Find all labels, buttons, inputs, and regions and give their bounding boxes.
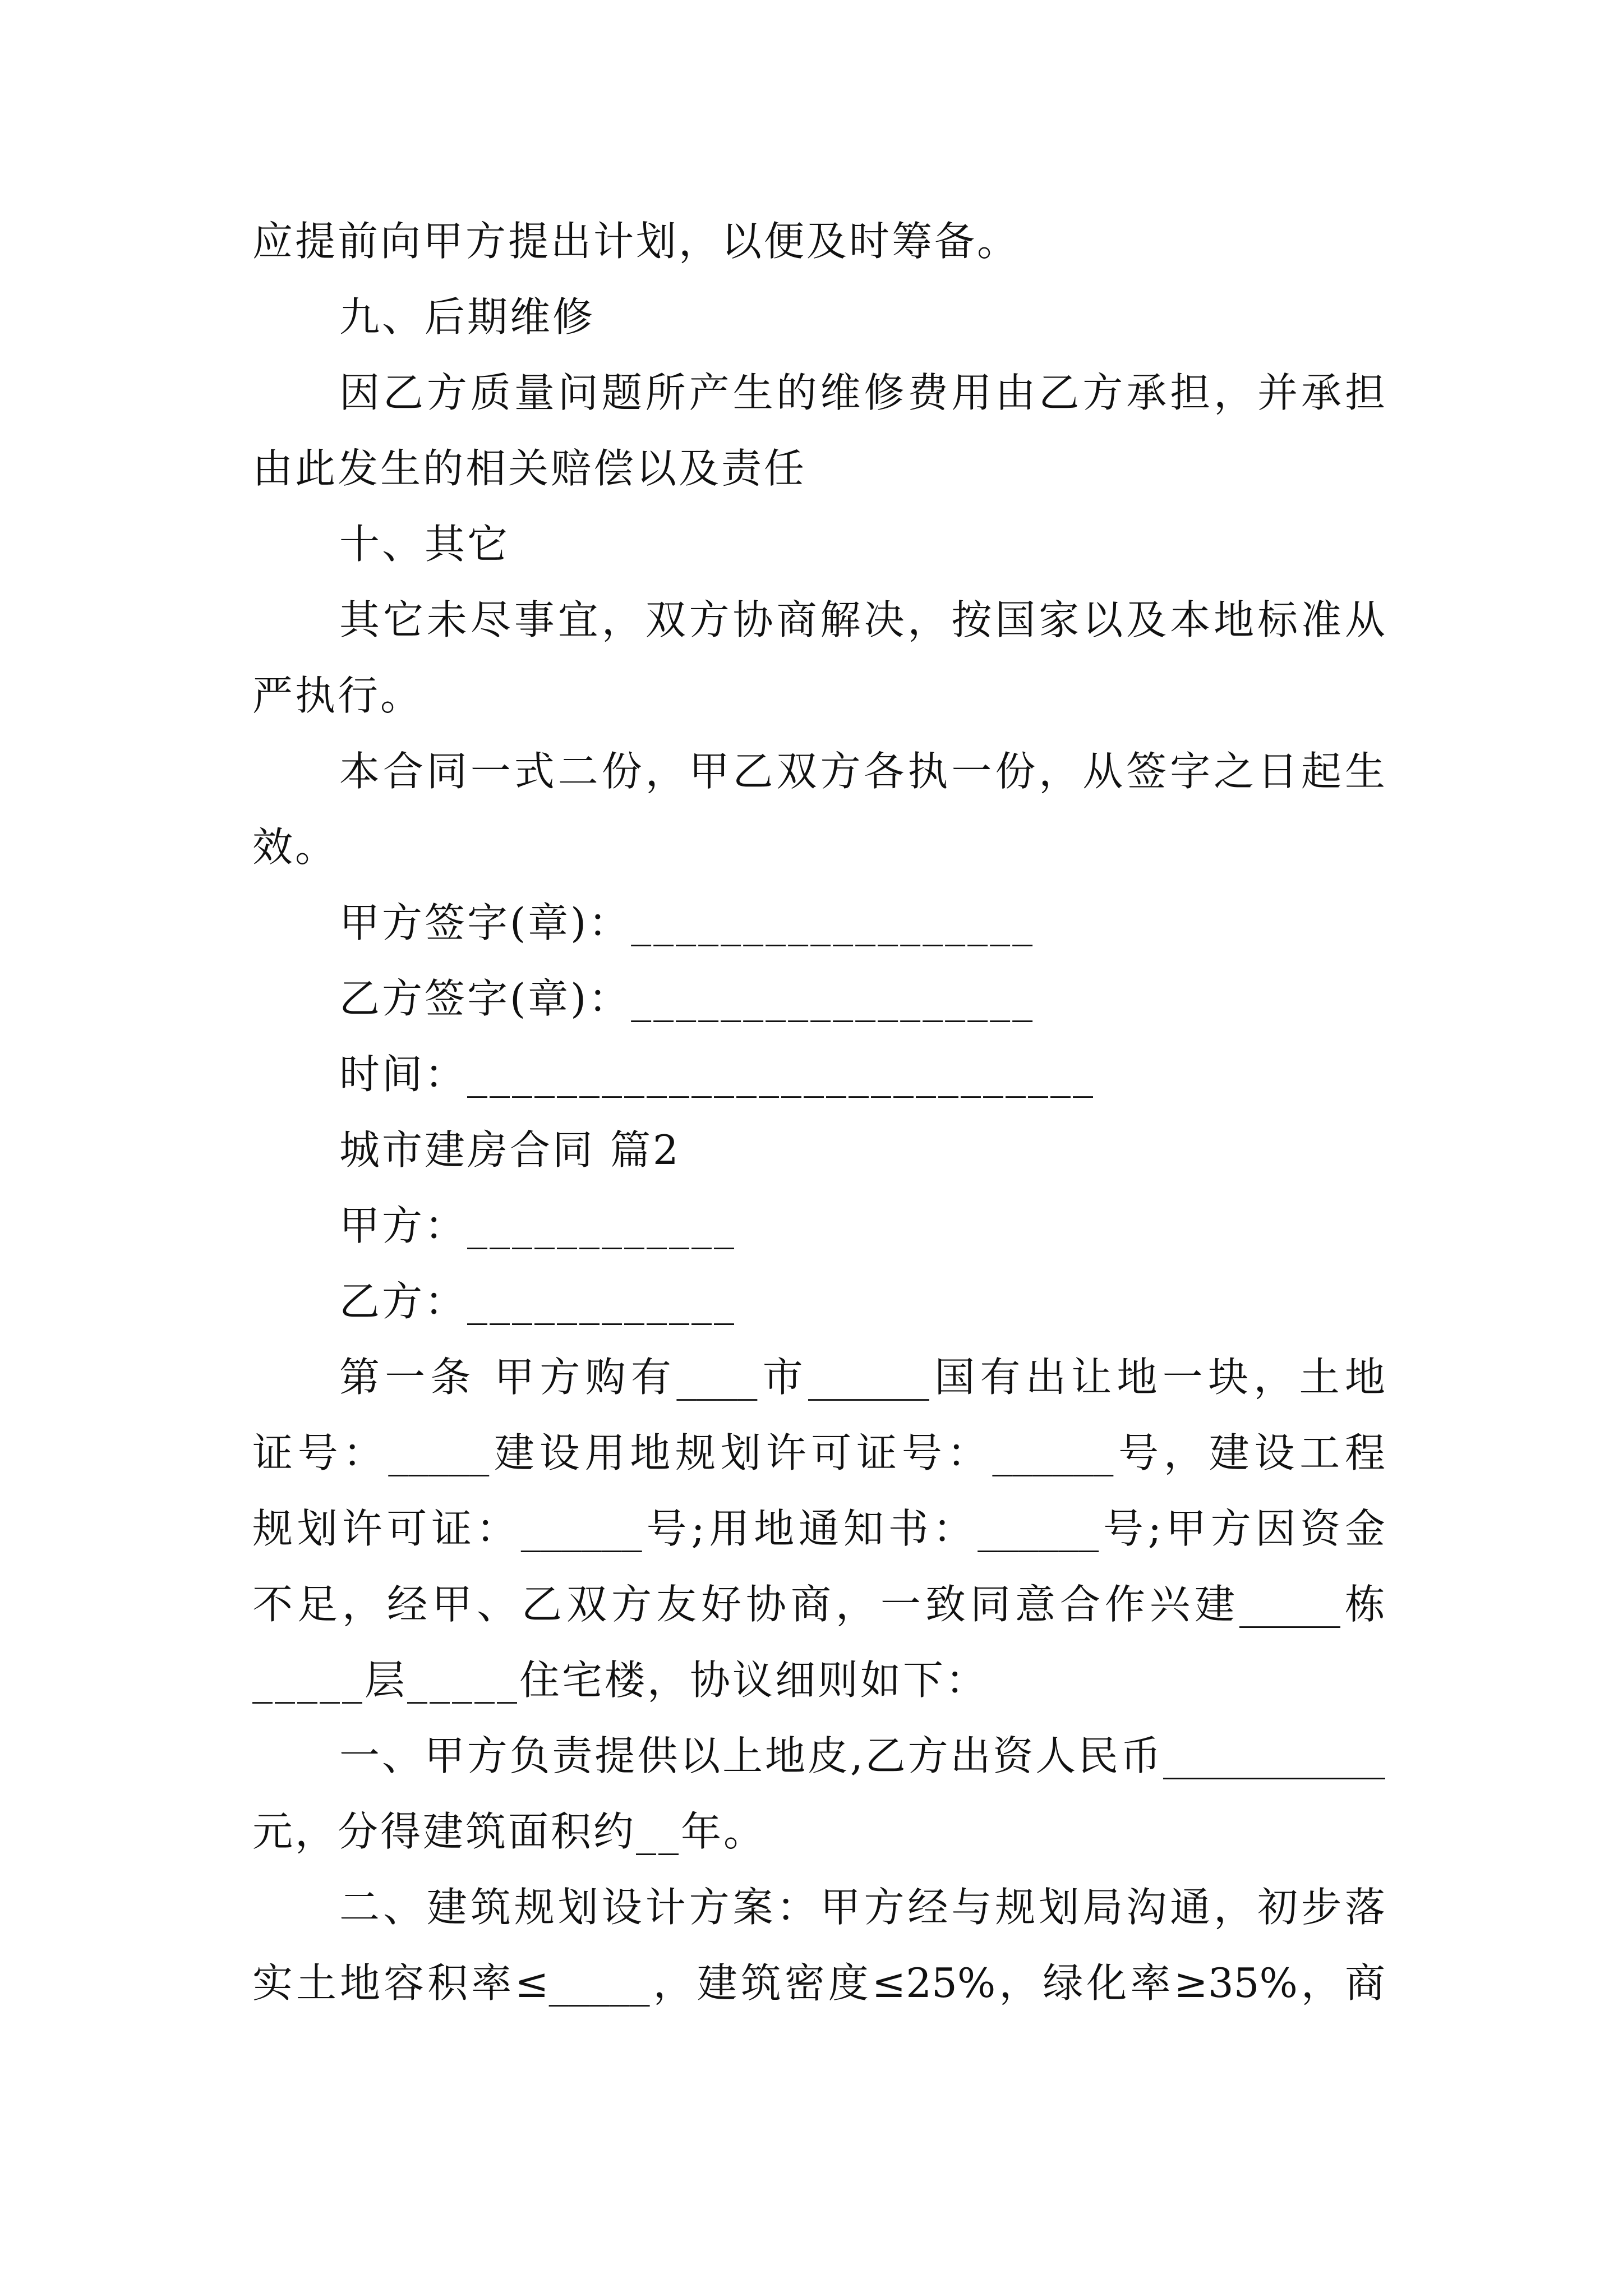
paragraph-line: 其它未尽事宜，双方协商解决，按国家以及本地标准从 xyxy=(339,596,1385,643)
paragraph-line: 规划许可证：______号;用地通知书：______号;甲方因资金 xyxy=(252,1505,1385,1552)
party-a-line: 甲方：____________ xyxy=(339,1202,737,1249)
signature-line-party-b: 乙方签字(章)：__________________ xyxy=(339,975,1035,1022)
signature-line-party-a: 甲方签字(章)：__________________ xyxy=(339,899,1035,946)
paragraph-line: 第一条 甲方购有____市______国有出让地一块，土地 xyxy=(339,1354,1385,1401)
paragraph-line: 实土地容积率≤_____，建筑密度≤25%，绿化率≥35%，商 xyxy=(252,1959,1385,2007)
section-heading: 十、其它 xyxy=(339,521,510,568)
paragraph-line: 由此发生的相关赔偿以及责任 xyxy=(252,445,807,492)
paragraph-line: 因乙方质量问题所产生的维修费用由乙方承担，并承担 xyxy=(339,369,1385,416)
date-line: 时间：____________________________ xyxy=(339,1051,1096,1098)
paragraph-line: 二、建筑规划设计方案：甲方经与规划局沟通，初步落 xyxy=(339,1884,1385,1931)
paragraph-line: _____层_____住宅楼，协议细则如下： xyxy=(252,1657,989,1704)
section-heading: 九、后期维修 xyxy=(339,293,596,341)
paragraph-line: 应提前向甲方提出计划，以便及时筹备。 xyxy=(252,218,1020,265)
paragraph-line: 证号：_____建设用地规划许可证号：______号，建设工程 xyxy=(252,1429,1385,1476)
paragraph-line: 本合同一式二份，甲乙双方各执一份，从签字之日起生 xyxy=(339,748,1385,795)
paragraph-line: 元，分得建筑面积约__年。 xyxy=(252,1808,767,1855)
paragraph-line: 不足，经甲、乙双方友好协商，一致同意合作兴建_____栋 xyxy=(252,1581,1385,1628)
paragraph-line: 效。 xyxy=(252,823,338,871)
paragraph-line: 严执行。 xyxy=(252,672,423,719)
party-b-line: 乙方：____________ xyxy=(339,1278,737,1325)
paragraph-line: 一、甲方负责提供以上地皮,乙方出资人民币___________ xyxy=(339,1732,1385,1779)
contract-title: 城市建房合同 篇2 xyxy=(339,1126,681,1174)
